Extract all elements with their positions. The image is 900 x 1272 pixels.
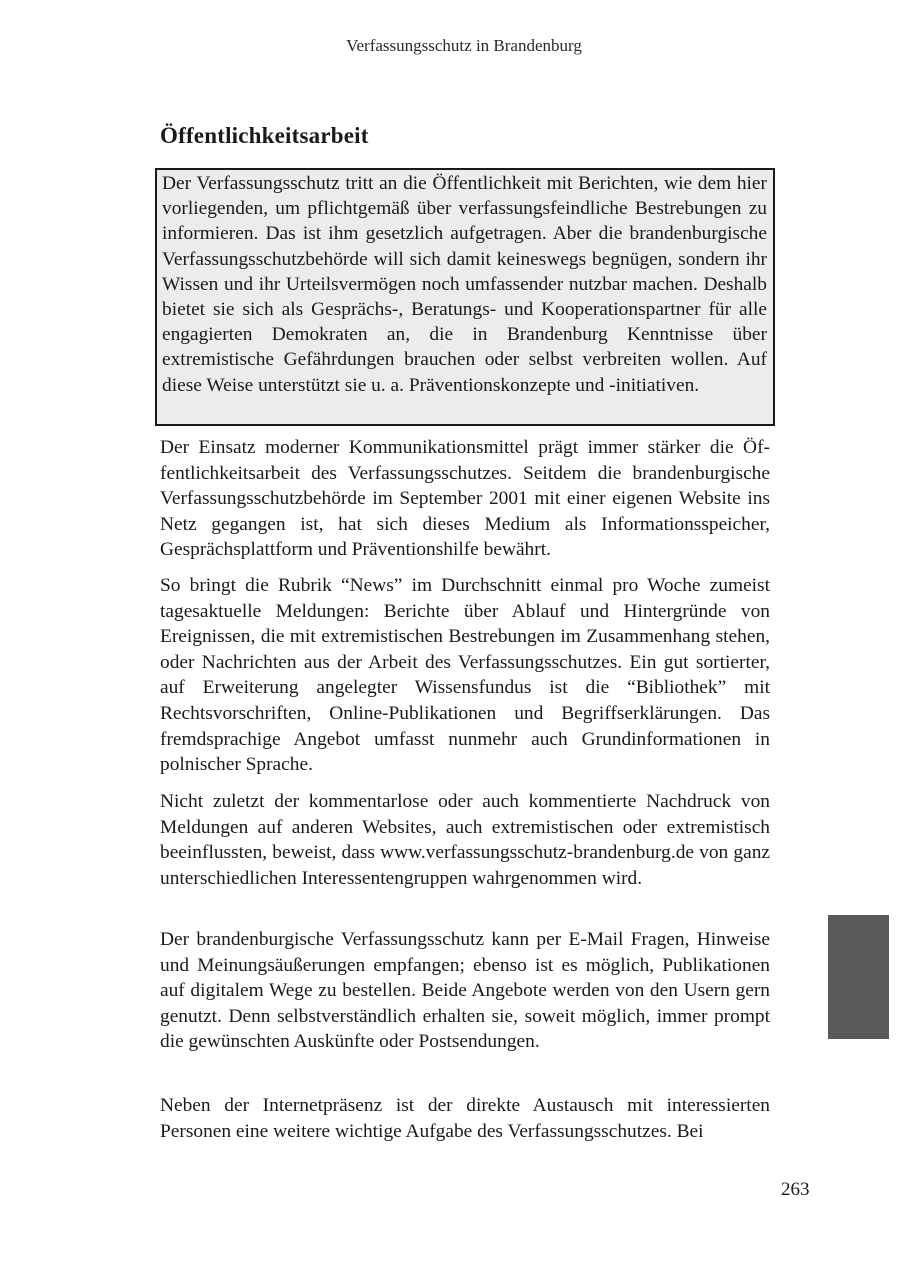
summary-box bbox=[155, 168, 775, 426]
summary-text: Der Verfassungsschutz tritt an die Öffentlichkeit mit Berichten, wie dem hier vorliegenden, um pflichtgemäß über verfassungsfeindliche Bestrebungen zu informieren. Das ist ihm gesetzlich aufgetragen. Aber die brandenburgische Verfassungsschutzbehörde will sich damit keineswegs begnügen, sondern ihr Wissen und ihr Urteilsvermögen noch umfassender nutzbar machen. Deshalb bietet sie sich als Gesprächs-, Beratungs- und Kooperationspartner für alle engagierten Demokraten an, die in Brandenburg Kenntnisse über extremistische Gefährdungen brauchen oder selbst verbreiten wollen. Auf diese Weise unterstützt sie u. a. Präventionskonzepte und -initiativen. bbox=[162, 173, 767, 396]
paragraph-text: Neben der Internetpräsenz ist der direkte Austausch mit interessierten Personen eine weitere wichtige Aufgabe des Verfassungsschutzes. Bei bbox=[160, 1095, 770, 1142]
section-title: Öffentlichkeitsarbeit bbox=[160, 123, 369, 148]
chapter-thumb-tab bbox=[828, 915, 889, 1039]
page-number: 263 bbox=[781, 1179, 810, 1200]
body-paragraph-3 bbox=[160, 789, 770, 891]
body-paragraph-4 bbox=[160, 927, 770, 1055]
paragraph-text: Der brandenburgische Verfassungsschutz kann per E-Mail Fragen, Hinweise und Meinungsäußerungen empfangen; ebenso ist es möglich, Publikationen auf digitalem Wege zu bestellen. Beide Angebote werden von den Usern gern genutzt. Denn selbstverständlich erhalten sie, soweit möglich, immer prompt die gewünschten Auskünfte oder Postsendungen. bbox=[160, 929, 770, 1053]
body-paragraph-2 bbox=[160, 573, 770, 778]
paragraph-text: Der Einsatz moderner Kommunikationsmittel prägt immer stärker die Öffentlichkeitsarbeit des Verfassungsschutzes. Seitdem die brandenburgische Verfassungsschutzbehörde im September 2001 mit einer eigenen Website ins Netz gegangen ist, hat sich dieses Medium als Informationsspeicher, Gesprächsplattform und Präventionshilfe bewährt. bbox=[160, 437, 770, 561]
body-paragraph-1 bbox=[160, 435, 770, 563]
running-header: Verfassungsschutz in Brandenburg bbox=[346, 36, 582, 55]
body-paragraph-5 bbox=[160, 1093, 770, 1144]
paragraph-text: Nicht zuletzt der kommentarlose oder auch kommentierte Nachdruck von Meldungen auf anderen Websites, auch extremistischen oder extremistisch beeinflussten, beweist, dass www.verfassungsschutz-brandenburg.de von ganz unterschiedlichen Interessentengruppen wahrgenommen wird. bbox=[160, 791, 770, 889]
paragraph-text: So bringt die Rubrik “News” im Durchschnitt einmal pro Woche zumeist tagesaktuelle Meldungen: Berichte über Ablauf und Hintergründe von Ereignissen, die mit extremistischen Bestrebungen im Zusammenhang stehen, oder Nachrichten aus der Arbeit des Verfassungsschutzes. Ein gut sortierter, auf Erweiterung angelegter Wissensfundus ist die “Bibliothek” mit Rechtsvorschriften, Online-Publikationen und Begriffserklärungen. Das fremdsprachige Angebot umfasst nunmehr auch Grundinformationen in polnischer Sprache. bbox=[160, 575, 770, 776]
